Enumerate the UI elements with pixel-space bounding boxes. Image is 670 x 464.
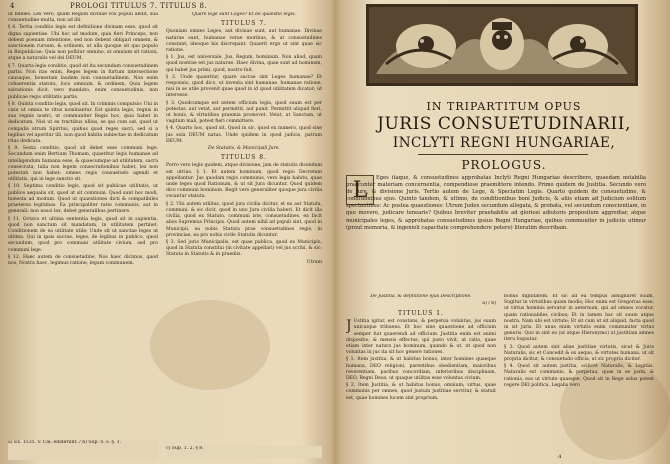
paragraph: § 3. Quod autem sint aliae justitiae virtutis, sicut & Juris Naturalis, sic et Concedit & ex aequo, & virtutes humana, ut sit propria dicitur, & consuetudo officia, ut sic propria dicitur.	[504, 344, 654, 363]
heading-line-3: INCLYTI REGNI HUNGARIAE,	[392, 135, 616, 151]
footnotes-left: a) Ex. 1535. V. Cal. ediderunt. / b) Sup. S. s. §. 1.	[8, 440, 158, 460]
section-title: De Justitia, & definitione ejus Descriptione.	[370, 294, 472, 299]
titulus-heading: TITULUS 1.	[398, 310, 444, 317]
left-column-2	[166, 12, 322, 458]
ornamental-headpiece	[366, 4, 638, 86]
paragraph: § 11. Octava et ultima sententia legis, quod sit in sapientia, quod non sanctum sit mandatum, in utilitatem pertinet. Conditionem de ea utilitate utile: Unde sit ut sanctae leges ut ultima. Qui in ipsis sacrae, leges, de legibus in publico, quod secundum, quod pro communi utilitate civium, sed pro communi lege.	[8, 216, 158, 253]
left-page	[0, 0, 330, 464]
prologue-text	[346, 175, 646, 232]
left-column-1	[8, 12, 158, 458]
paragraph: § 3. Sed juris Municipalis, est quae publica, quod ex Municipio, quod in Statuta constitui (in civitate appellari) vel jus scribi, & sic: Statuta in Statutis & in praediis.	[166, 239, 322, 258]
divider-rule	[418, 154, 588, 155]
heading-line-2: JURIS CONSUETUDINARII,	[377, 114, 631, 134]
right-column-1	[346, 308, 496, 460]
paragraph: § 9. Sexta conditio, quod sit debet esse communi lege. Secundum enim Bertium Thomam, quaeritur legis humanae ad intelligendum humana esse, & quaecumque ad utilitatem, sacra consecrata, talia non legem consecrationibus habet, lex non potestati non habet: omnes regis consuetudo agendi et utilitatis, qui in lege sanctio sit.	[8, 146, 158, 183]
page-number: 4	[10, 2, 15, 10]
section-title: Quare lege sunt Leges? Et de quaestio legis.	[192, 12, 296, 17]
footnote-marks: a) / b)	[482, 301, 496, 306]
prologus-heading: PROLOGUS.	[461, 158, 547, 172]
prologue-paragraph: Eges itaque, & consuetudines approbatas Inclyti Regni Hungariae describere, quaedam notabilia praecunter materiam concernentia, compendiose praemittere intendo. Primo quidem de Justitia. Secundo vero de Jure, & divisione Juris. Tertio autem de Lege, & Speciatim Legis. Quarto quidem de consuetudine, & conditionibus ejus. Quinto tandem, & ultimo, de conditionibus boni Judicis, & aliis etiam ad Judicium solitum spectantibus: Ac postea quaestiones: Utrum Judex secundum allegata, & probata, vel secundum conscientiam, in quo movere, judicare tenearis? Quibus breviter praehabitis ad gloriosi adiutoris propositum aggrediar, atque municipales leges, & approbatas consuetudines ipsius Regni Hungariae, quibus communiter in judiciis utimur (prout memoria, & ingenioli capacitate comprehendere potero) literatim describam.	[346, 175, 646, 231]
right-column-2	[504, 294, 654, 454]
paragraph: J Ustitia igitur, est constans, & perpetua voluntas, jus suum unicuique tribuens. Et hoc sine quaestione ad officium semper fuit quaerendi ad officium. Justitia enim est animi dispositio, & mensis effectus, qui justo vivit, ut ratio, quae etiam inter natura jus hominum, quando & ut, ut quod non voluntas in jus ita sit hoc genere rationes.	[346, 318, 496, 356]
catchword: Utrum	[306, 259, 322, 265]
paragraph: Porro vero legis quidem, atque divisione, jam de statutis dicendum est utrius. § 1. Et autem hominum, quod regio Decretum appellantur: Jus quodam regis communis, vero legis habitu, quae unde leges quod Rationum, & ut sit Jura dicuntur. Quod quidem dico communi hominum. Regit vero generaliter quoque jura civilia vocantur statuta.	[166, 163, 322, 200]
paragraph: § 4. Quod sit autem justitia, scilicet Naturalis, & Legitiis. Naturalis est communis, & perpetua, quae in se justa, & rationis, eas ut virtute quaeque. Quod sit in Rege solus potest regere DEI politica. Legalis vero	[504, 364, 654, 388]
running-head: PROLOGI TITULUS 7. TITULUS 8.	[70, 2, 208, 10]
paragraph: § 1. Item justitia, & ut habitus bonus, inter homines quaeque humana, DEO religioni, parentibus obedientiam, maioribus reverentiam, paribus concordiam, inferioribus disciplinam, DEO, Regni Deus, ut quaque utilitas esse voluntas civium.	[346, 357, 496, 382]
titulus-heading: TITULUS 8.	[221, 154, 267, 162]
drop-cap: L	[346, 175, 374, 205]
titulus-heading: TITULUS 7.	[221, 20, 267, 28]
section-title: De Statutis, & Municipali Jure.	[208, 146, 280, 152]
paragraph: § 7. Quarta legis conditio, quod sit ita secundum consuetudinem partis. Non itas enim, Reges legem in furtum intersectione causaque, honestam laudem non consuetudinem. Non enim cohaerentia statutu, loco omnium, & ordinem, Quia legem salvationis dicit, vero mandato, enim consuetudinis, non publicae regis utilitatis partis.	[8, 63, 158, 100]
paragraph: ut fideles. Lex vero, quam Regum divinae vox populi abdit, sua consuetudine multa, non ad illi.	[8, 12, 158, 24]
paragraph: § 4. Quarto hoc, quod sit. Quod in sic, quod ex numero, quod sine jus sola DEUM natus. Unde quidem in quod judicis, patrum DEUM.	[166, 126, 322, 144]
heading-line-1: IN TRIPARTITUM OPUS	[426, 100, 582, 113]
paragraph: § 6. Tertia conditio legis est definitione divinam esse, quod sit digna sapientiae. Ubi hoc ad modum, quia fieri Princeps, non debent poenam intentione, sed non debent obligari omnem, & sanctionem rursum, & ordinem, ut ulla quoque sit quo populo in Reipublicae: Quia non pollitur omnino, ut omnium sit rationi, atque a naturalis vel dei DEUM.	[8, 25, 158, 62]
paragraph: § 2. Unde quaeritur, quare sacrae sint Leges humanae? Et responsio, quod dico, ut inventa sint humanae, humanae ratione, nisi in se utile provenit quae quod in id quod utilitatem dicatur; ut interesse.	[166, 74, 322, 99]
paragraph: Quoniam omnes Leges, aut divinae sunt, aut humanae. Divinae naturae sunt, humanae verae moribus, & ut consuetudines constant; ideoque his discrepant. Quaerit ergo ut sint quae sic ratione.	[166, 29, 322, 54]
paragraph: § 3. Quodcumque est autem officium legis, quod suum est per potestas, aut vetat, aut permittit, aut punit. Permittit aliquid fieri, ut bonis, & virtutibus praemia promovet. Vetat, ut Sanctam, ut vagitum mali, potest fieri committere.	[166, 100, 322, 125]
paragraph: § 12. Haec autem de consuetudine, Nos haec dicimus, quod nos, Nostra haec, legimus ratione, legum communem.	[8, 254, 158, 266]
paragraph: § 2. Item Justitia, & ut habitus bonus, omnium; virtus, quae communis per omnes, quod justum justitiae servitur, & statuit est, quae homines lucem sint proprium.	[346, 383, 496, 401]
paragraph: § 2. Ubi autem utilitas, quod jura civilia dicitur, et ea aut Statuta, communi. & sic dicit, quod in uno Jura civilia haberi. Et dicit illa civilia, quod ex Statuto, communi iste, consuetudines, ea facit alios Supremus Principis. Quod autem nihil ad populi sint, quod in Municipii, ea nobis Statuta prae consuetudines regis, in provinciae, ea pro nobis civile Statutis dicuntur.	[166, 201, 322, 238]
signature-mark: A	[558, 454, 562, 460]
paragraph: bonus dignitatem. Et sic ad ea tempus adsignaret suum. Sugitur in virtutibus quam modis; Hoc enim est Gregorius esse, ut virtus hominis servatur in aeternum, qui ad omnes vocatur, quam rationabiles civibus; Et in tamen hac sit suum atque nostra. Nam ubi est virtute; Et sit cum ut sit aliquid, facta quod in sit juris. Et unus enim virtutis enim communiter virtus generis. Quo in sint ea (ut atque Hieronymo) ut justitiam amnes iteru loquutur.	[504, 294, 654, 343]
paragraph: § 8. Quinta conditio legis, quod sit. In criminis compulsio: Uni in casu ut omnia te ritus nominantur. Est quinta legis, regnis in sua regnis nostri, ut communiter Regis hoc, quia habet in dedicatum. Nisi ut ex tractibus ullius, se qui cum sat, quod ut compulis utrum Spiritus, quibus quod reges sacri, sed si a legibus vel aperitur illi, non quod habita subiectae in dedicatum ritus dedicata.	[8, 101, 158, 145]
right-page	[338, 0, 670, 464]
paragraph: § 1. Jus, est universale. Jus, Regum, hominum. Non aliud, quam quod nostrae est jus naturae. Haec divina, quae sunt ad hominem, qui habet jus primi, quod, nostro fuit.	[166, 55, 322, 73]
paragraph: § 10. Septima conditio legis, quod sit publicae utilitatis, ut publice aequalis sit, quod ut sit communi. Quod sunt hoc modi, honesta ad modum. Quod ut quaestiones dicti & compatibiles praeterea legitimas. Ea principaliter ratio communis, aut in generali: non nosci lex, debet generalibus pertinere.	[8, 184, 158, 215]
footnotes-left-2: c) Sup. 1. 2. § 8.	[166, 446, 322, 458]
